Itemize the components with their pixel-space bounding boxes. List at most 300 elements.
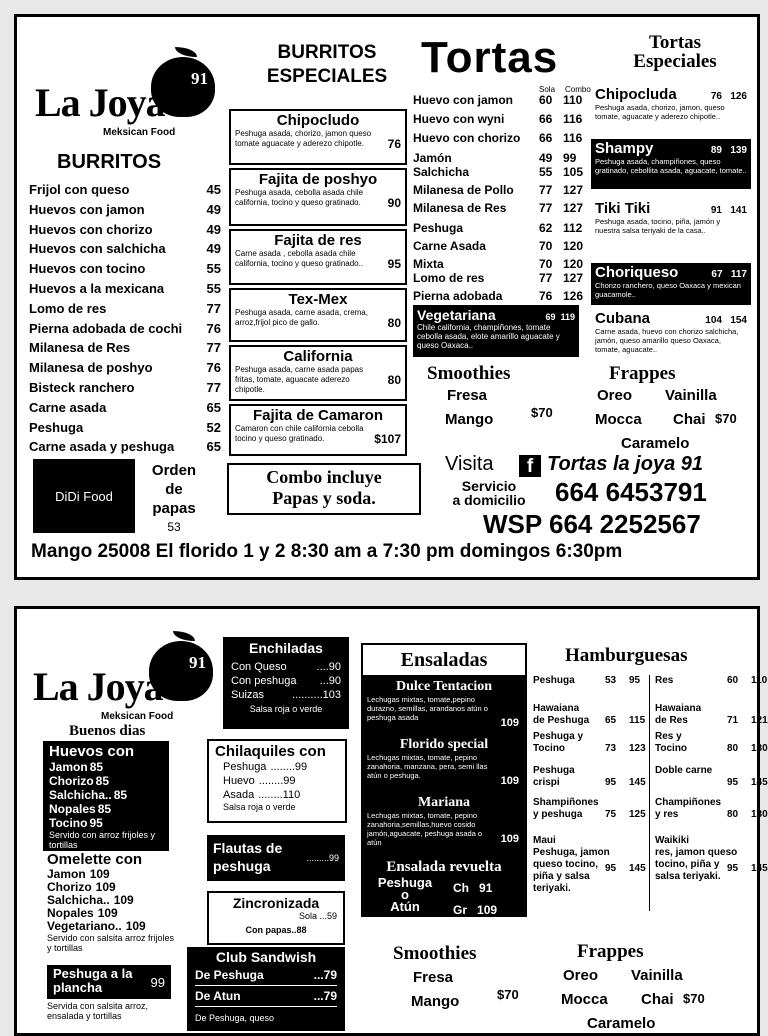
- torta-esp-prices: [711, 269, 747, 280]
- torta-esp-item: [591, 139, 751, 189]
- burrito-price: 77: [206, 340, 221, 356]
- torta-esp-head: [595, 264, 747, 281]
- hamburguesa-sola: 71: [727, 715, 739, 726]
- burrito-item: [29, 439, 221, 454]
- torta-combo: 99: [563, 151, 577, 165]
- burrito-name: Carne asada: [29, 399, 107, 415]
- enchiladas-title: Enchiladas: [249, 640, 323, 656]
- burrito-item: [29, 380, 221, 395]
- logo: [31, 627, 231, 727]
- plancha-price: 99: [150, 975, 165, 990]
- hamburguesa-sola: 53: [605, 675, 617, 686]
- burrito-item: [29, 340, 221, 355]
- combo-line-2: Papas y soda.: [272, 488, 376, 508]
- torta-esp-sola: 76: [710, 91, 722, 102]
- hamburguesa-combo: 125: [629, 809, 646, 820]
- torta-combo: 116: [563, 131, 583, 145]
- torta-sola: 76: [539, 289, 553, 303]
- torta-sola: 66: [539, 131, 553, 145]
- torta-item: [413, 239, 589, 253]
- hamburguesa-sola: 60: [727, 675, 739, 686]
- facebook-name: Tortas la joya 91: [547, 453, 703, 475]
- burrito-item: [29, 281, 221, 296]
- zincronizada-box: [207, 891, 345, 945]
- buenos-dias-title: Buenos dias: [69, 723, 146, 739]
- burrito-item: [29, 222, 221, 237]
- torta-esp-head: [595, 86, 747, 103]
- burrito-name: Pierna adobada de cochi: [29, 320, 183, 336]
- torta-esp-head: [595, 200, 747, 217]
- hamburguesa-name: Hawaiana de Peshuga: [533, 703, 590, 726]
- especiales-list: [229, 109, 407, 463]
- especial-desc: Carne asada , cebolla asada chile california, tocino y queso gratinado..: [235, 249, 364, 268]
- burrito-name: Huevos con jamon: [29, 201, 145, 217]
- servicio: [437, 479, 541, 507]
- frappes-title: Frappes: [609, 363, 676, 384]
- smoothies-price: $70: [497, 987, 519, 1002]
- ensalada-name: Mariana: [417, 795, 471, 810]
- torta-esp-prices: [711, 145, 747, 156]
- logo-name: La Joya: [33, 664, 163, 709]
- especial-name: Fajita de res: [274, 232, 362, 249]
- hamburguesa-desc: Peshuga, jamon queso tocino, piña y salsa teriyaki.: [533, 847, 610, 894]
- flautas-title: Flautas de peshuga: [213, 840, 283, 874]
- huevo-item-name: Nopales: [49, 802, 96, 816]
- huevo-item-name: Chorizo: [49, 774, 94, 788]
- especial-item: [229, 109, 407, 165]
- servicio-line-2: a domicilio: [452, 492, 526, 508]
- revuelta-or: o: [401, 887, 409, 902]
- phone-number[interactable]: 664 6453791: [555, 477, 707, 507]
- huevo-item: [49, 774, 163, 788]
- especial-desc: Peshuga asada, carne asada, crema, arroz,frijol pico de gallo.: [235, 308, 368, 327]
- vegetariana-name: Vegetariana: [417, 307, 496, 323]
- frappe-item: Caramelo: [587, 1015, 656, 1032]
- enchilada-item: [231, 660, 341, 674]
- burrito-name: Huevos con chorizo: [29, 221, 153, 237]
- torta-sola: 77: [539, 201, 553, 215]
- facebook-icon: f: [519, 455, 541, 477]
- hamburguesa-combo: 145: [751, 777, 768, 788]
- huevos-box: [43, 741, 169, 851]
- huevo-item-name: Jamon: [49, 760, 88, 774]
- omelette-list: [47, 868, 177, 933]
- enchilada-item-price: ..........103: [292, 689, 341, 701]
- ensalada-item: [367, 795, 521, 851]
- huevo-item-name: Tocino: [49, 816, 88, 830]
- omelette-title: Omelette con: [47, 851, 143, 868]
- especial-name: California: [283, 348, 353, 365]
- chilaquiles-item: [223, 760, 339, 774]
- torta-item: [413, 183, 589, 197]
- chilaquiles-box: [207, 739, 347, 823]
- torta-esp-name: Cubana: [595, 310, 651, 327]
- enchiladas-box: [223, 637, 349, 729]
- hamburguesa-item: [533, 703, 649, 727]
- hamburguesa-name: Maui: [533, 835, 556, 846]
- especial-name: Fajita de Camaron: [252, 407, 384, 424]
- vegetariana-desc: Chile california, champiñones, tomate cebolla asada, elote amarillo aguacate y queso Oaxaca..: [417, 323, 560, 350]
- whatsapp-number[interactable]: WSP 664 2252567: [483, 509, 701, 539]
- hamburguesa-item: [533, 835, 649, 895]
- revuelta-gr-price: 109: [477, 903, 498, 917]
- hamburguesa-name: Res y Tocino: [655, 731, 688, 754]
- hamburguesa-item: [655, 835, 768, 883]
- revuelta-ch: Ch: [453, 881, 469, 895]
- burrito-price: 49: [206, 221, 221, 237]
- hamburguesa-item: [655, 675, 768, 687]
- papas-price: 53: [167, 520, 181, 534]
- torta-combo: 116: [563, 112, 583, 126]
- omelette-item-name: Nopales: [47, 906, 94, 920]
- chilaquiles-item-name: Peshuga: [223, 761, 267, 773]
- torta-item: [413, 131, 589, 145]
- smoothie-item: Fresa: [447, 387, 488, 404]
- torta-esp-prices: [711, 91, 747, 102]
- club-title: Club Sandwish: [215, 949, 317, 965]
- huevo-item-price: 85: [95, 774, 110, 788]
- chilaquiles-item: [223, 788, 339, 802]
- hamburguesa-name: Champiñones y res: [655, 797, 722, 820]
- torta-esp-sola: 67: [711, 269, 723, 280]
- vegetariana-box: [413, 305, 579, 357]
- torta-esp-name: Choriqueso: [595, 264, 679, 281]
- club-item-price: ...79: [313, 968, 337, 982]
- torta-esp-head: [595, 140, 747, 157]
- zincronizada-sola: Sola ...59: [298, 911, 337, 921]
- ensalada-item: [367, 679, 521, 735]
- hamburguesa-combo: 95: [629, 675, 641, 686]
- vegetariana-combo: 119: [560, 312, 575, 322]
- torta-item: [413, 289, 589, 303]
- torta-esp-combo: 141: [730, 205, 747, 216]
- burrito-item: [29, 420, 221, 435]
- vegetariana-sola: 69: [545, 312, 556, 322]
- burrito-price: 76: [206, 360, 221, 376]
- hamburguesa-combo: 115: [629, 715, 646, 726]
- torta-esp-desc: Peshuga asada, tocino, piña, jamón y nuestra salsa teriyaki de la casa..: [595, 217, 721, 235]
- burrito-price: 52: [206, 419, 221, 435]
- hamburguesa-name: Doble carne: [655, 765, 713, 776]
- hamb-left-list: [533, 675, 649, 915]
- torta-name: Mixta: [413, 257, 444, 271]
- especiales-title-2: ESPECIALES: [266, 66, 388, 87]
- omelette-item-price: 109: [95, 880, 116, 894]
- enchilada-item: [231, 674, 341, 688]
- burritos-list: [29, 182, 221, 462]
- ensalada-price: 109: [500, 775, 519, 787]
- club-list: [195, 965, 337, 1007]
- hamburguesa-sola: 80: [727, 743, 739, 754]
- omelette-item-price: 109: [97, 906, 118, 920]
- frappes-title: Frappes: [577, 941, 644, 962]
- logo-name: La Joya: [35, 80, 165, 125]
- ensaladas-box: [361, 677, 527, 917]
- hamburguesa-sola: 95: [727, 863, 739, 874]
- torta-name: Huevo con wyni: [413, 112, 505, 126]
- frappe-item: Vainilla: [631, 967, 683, 984]
- especial-desc: Peshuga asada, carne asada papas fritas, tomate, aguacate aderezo chipotle.: [235, 365, 364, 394]
- burrito-price: 65: [206, 439, 221, 455]
- chilaquiles-title: Chilaquiles con: [215, 743, 326, 760]
- torta-esp-item: [591, 199, 751, 255]
- huevo-item-price: 85: [113, 788, 128, 802]
- smoothies-title: Smoothies: [393, 943, 477, 964]
- huevo-item: [49, 802, 163, 816]
- torta-item: [413, 165, 589, 179]
- frappe-item: Oreo: [563, 967, 599, 984]
- burrito-name: Huevos a la mexicana: [29, 281, 165, 296]
- frappe-item: Vainilla: [665, 387, 717, 404]
- hamburguesa-sola: 75: [605, 809, 617, 820]
- combo-box: [227, 463, 421, 515]
- hamburguesa-combo: 130: [751, 743, 768, 754]
- ensalada-desc: Lechugas mixtas, tomate, pepino zanahoria, manzana, pera, semi llas atún o peshuga.: [367, 753, 488, 780]
- torta-combo: 112: [563, 221, 583, 235]
- didi-label: DiDi Food: [55, 488, 113, 504]
- logo-tagline: Meksican Food: [103, 127, 176, 138]
- logo: [33, 43, 233, 143]
- torta-combo: 127: [563, 201, 584, 215]
- torta-sola: 70: [539, 239, 553, 253]
- omelette-item-price: 109: [113, 893, 134, 907]
- burrito-price: 45: [206, 182, 221, 197]
- revuelta-gr: Gr: [453, 903, 468, 917]
- hamburguesa-sola: 73: [605, 743, 617, 754]
- torta-esp-desc: Peshuga asada, chorizo, jamon, queso tomate, aguacate y aderezo chipotle..: [595, 103, 725, 121]
- footer-address-hours: Mango 25008 El florido 1 y 2 8:30 am a 7:30 pm domingos 6:30pm: [31, 541, 623, 562]
- tortas-col-sola: Sola: [539, 85, 556, 94]
- smoothies-price: $70: [531, 405, 553, 420]
- smoothies-title: Smoothies: [427, 363, 511, 384]
- burrito-item: [29, 321, 221, 336]
- omelette-item-price: 109: [125, 919, 146, 933]
- torta-esp-name: Chipocluda: [595, 86, 677, 103]
- especial-item: [229, 288, 407, 342]
- revuelta-opt1: Peshuga: [377, 875, 433, 890]
- didi-food-logo: [33, 459, 135, 533]
- hamburguesa-item: [533, 731, 649, 755]
- frappe-item: Oreo: [597, 387, 633, 404]
- papas-line-2: de: [165, 481, 183, 498]
- omelette-box: [47, 851, 177, 963]
- hamburguesa-combo: 130: [751, 809, 768, 820]
- hamb-divider: [649, 675, 650, 911]
- enchilada-item: [231, 688, 341, 702]
- burrito-item: [29, 202, 221, 217]
- plancha-note: Servida con salsita arroz, ensalada y tortillas: [47, 1001, 149, 1021]
- flautas-box: [207, 835, 345, 881]
- enchilada-item-price: ....90: [316, 661, 341, 673]
- torta-esp-name: Shampy: [595, 140, 654, 157]
- burrito-price: 76: [206, 320, 221, 336]
- especial-desc: Peshuga asada, cebolla asada chile california, tocino y queso gratinado.: [235, 188, 364, 207]
- menu-page-1: [14, 14, 760, 580]
- burrito-name: Peshuga: [29, 419, 84, 435]
- hamburguesa-item: [533, 765, 649, 789]
- especial-price: 90: [387, 196, 401, 210]
- huevo-item-price: 95: [89, 816, 103, 830]
- tortas-esp-list: [591, 77, 751, 367]
- huevo-item: [49, 788, 163, 802]
- torta-name: Lomo de res: [413, 271, 485, 285]
- burrito-price: 55: [206, 261, 221, 277]
- enchilada-item-name: Suizas: [231, 689, 265, 701]
- logo-number: 91: [191, 69, 208, 88]
- burrito-item: [29, 360, 221, 375]
- ensalada-item: [367, 737, 521, 793]
- chilaquiles-list: [215, 760, 339, 802]
- burrito-price: 55: [206, 281, 221, 296]
- omelette-item-name: Jamon: [47, 867, 86, 881]
- ensaladas-title-box: [361, 643, 527, 677]
- burrito-name: Frijol con queso: [29, 182, 130, 197]
- especial-item: [229, 229, 407, 285]
- torta-name: Salchicha: [413, 165, 470, 179]
- hamburguesa-name: Peshuga: [533, 675, 575, 686]
- especial-price: $107: [374, 432, 401, 446]
- frappe-item: Chai: [673, 411, 706, 428]
- hamburguesa-combo: 123: [629, 743, 646, 754]
- torta-sola: 49: [539, 151, 553, 165]
- torta-esp-sola: 89: [710, 145, 722, 156]
- servicio-line-1: Servicio: [461, 478, 517, 494]
- enchiladas-note: Salsa roja o verde: [249, 704, 323, 714]
- torta-name: Carne Asada: [413, 239, 486, 253]
- torta-item: [413, 257, 589, 271]
- burrito-name: Milanesa de poshyo: [29, 360, 153, 376]
- torta-combo: 120: [563, 239, 584, 253]
- hamburguesa-name: Peshuga crispi: [533, 765, 575, 788]
- torta-esp-desc: Chorizo ranchero, queso Oaxaca y mexican guacamole..: [595, 281, 741, 299]
- torta-combo: 105: [563, 165, 584, 179]
- ensalada-name: Dulce Tentacion: [395, 679, 493, 694]
- torta-esp-sola: 91: [710, 205, 722, 216]
- hamburguesa-sola: 95: [605, 777, 617, 788]
- menu-page-2: [14, 606, 768, 1036]
- tortas-esp-title-2: Especiales: [633, 51, 717, 72]
- burrito-price: 77: [206, 380, 221, 395]
- ensalada-desc: Lechugas mixtas, tomate, pepino zanahoria,semillas,huevo cosido jamón,aguacate, peshuga asada o atún: [367, 811, 483, 847]
- huevos-list: [49, 760, 163, 830]
- hamburguesa-combo: 145: [629, 777, 646, 788]
- hamburguesa-item: [533, 675, 649, 687]
- torta-esp-item: [591, 263, 751, 305]
- torta-combo: 127: [563, 183, 584, 197]
- burrito-name: Carne asada y peshuga: [29, 439, 175, 455]
- smoothie-item: Mango: [445, 411, 494, 428]
- torta-name: Pierna adobada: [413, 289, 503, 303]
- tortas-title: Tortas: [421, 33, 559, 82]
- omelette-item-name: Vegetariano..: [47, 919, 122, 933]
- hamburguesa-item: [655, 703, 768, 727]
- logo-number: 91: [189, 653, 206, 672]
- tortas-list: [413, 93, 589, 303]
- burrito-name: Lomo de res: [29, 300, 107, 316]
- enchilada-item-name: Con Queso: [231, 661, 287, 673]
- torta-sola: 77: [539, 183, 553, 197]
- hamburguesa-name: Peshuga y Tocino: [533, 731, 584, 754]
- enchilada-item-name: Con peshuga: [231, 675, 297, 687]
- smoothie-item: Mango: [411, 993, 460, 1010]
- omelette-item-name: Chorizo: [47, 880, 92, 894]
- burrito-price: 49: [206, 201, 221, 217]
- hamburguesa-combo: 110: [751, 675, 768, 686]
- huevo-item-name: Salchicha..: [49, 788, 112, 802]
- hamburguesa-name: Shampiñones y peshuga: [533, 797, 599, 820]
- torta-sola: 62: [539, 221, 553, 235]
- burrito-item: [29, 182, 221, 197]
- torta-esp-combo: 126: [730, 91, 747, 102]
- torta-esp-combo: 154: [730, 315, 747, 326]
- chilaquiles-item-price: ........110: [258, 789, 301, 801]
- huevo-item: [49, 816, 163, 830]
- especial-price: 80: [387, 316, 401, 330]
- torta-esp-item: [591, 309, 751, 361]
- chilaquiles-item: [223, 774, 339, 788]
- torta-combo: 110: [563, 93, 583, 107]
- chilaquiles-item-name: Huevo: [223, 775, 255, 787]
- huevo-item-price: 85: [89, 760, 104, 774]
- torta-name: Milanesa de Pollo: [413, 183, 514, 197]
- hamburguesa-sola: 80: [727, 809, 739, 820]
- hamburguesa-sola: 65: [605, 715, 617, 726]
- torta-combo: 127: [563, 271, 584, 285]
- torta-item: [413, 271, 589, 285]
- club-item-price: ...79: [313, 989, 337, 1003]
- torta-esp-combo: 117: [730, 269, 747, 280]
- torta-esp-prices: [711, 205, 747, 216]
- hamburguesa-sola: 95: [727, 777, 739, 788]
- burrito-price: 65: [206, 399, 221, 415]
- especial-price: 95: [387, 257, 401, 271]
- omelette-item-name: Salchicha..: [47, 893, 110, 907]
- burritos-title: BURRITOS: [57, 151, 162, 173]
- torta-name: Huevo con chorizo: [413, 131, 521, 145]
- plancha-box: [47, 965, 171, 999]
- leaf-shape: [175, 47, 197, 57]
- revuelta-opt2: Atún: [390, 899, 420, 914]
- omelette-item-price: 109: [89, 867, 110, 881]
- especial-price: 80: [387, 373, 401, 387]
- club-item: [195, 986, 337, 1007]
- torta-sola: 55: [539, 165, 553, 179]
- club-item: [195, 965, 337, 986]
- ensaladas-title: Ensaladas: [400, 649, 488, 671]
- huevos-title: Huevos con: [49, 743, 135, 760]
- torta-item: [413, 112, 589, 126]
- enchiladas-list: [231, 660, 341, 702]
- hamburguesa-combo: 145: [751, 863, 768, 874]
- huevo-item: [49, 760, 163, 774]
- hamburguesa-item: [533, 797, 649, 821]
- burrito-name: Huevos con tocino: [29, 261, 146, 277]
- revuelta-ch-price: 91: [479, 881, 493, 895]
- especial-item: [229, 404, 407, 456]
- frappe-item: Mocca: [561, 991, 608, 1008]
- torta-esp-prices: [705, 315, 747, 326]
- torta-esp-item: [591, 85, 751, 137]
- especiales-title: [247, 41, 407, 89]
- especial-item: [229, 168, 407, 226]
- burrito-item: [29, 301, 221, 316]
- torta-sola: 60: [539, 93, 553, 107]
- burrito-price: 77: [206, 300, 221, 316]
- ensalada-price: 109: [500, 717, 519, 729]
- zincronizada-papas: Con papas..88: [245, 925, 307, 935]
- ensalada-price: 109: [500, 833, 519, 845]
- omelette-note: Servido con salsita arroz frijoles y tortillas: [47, 933, 175, 953]
